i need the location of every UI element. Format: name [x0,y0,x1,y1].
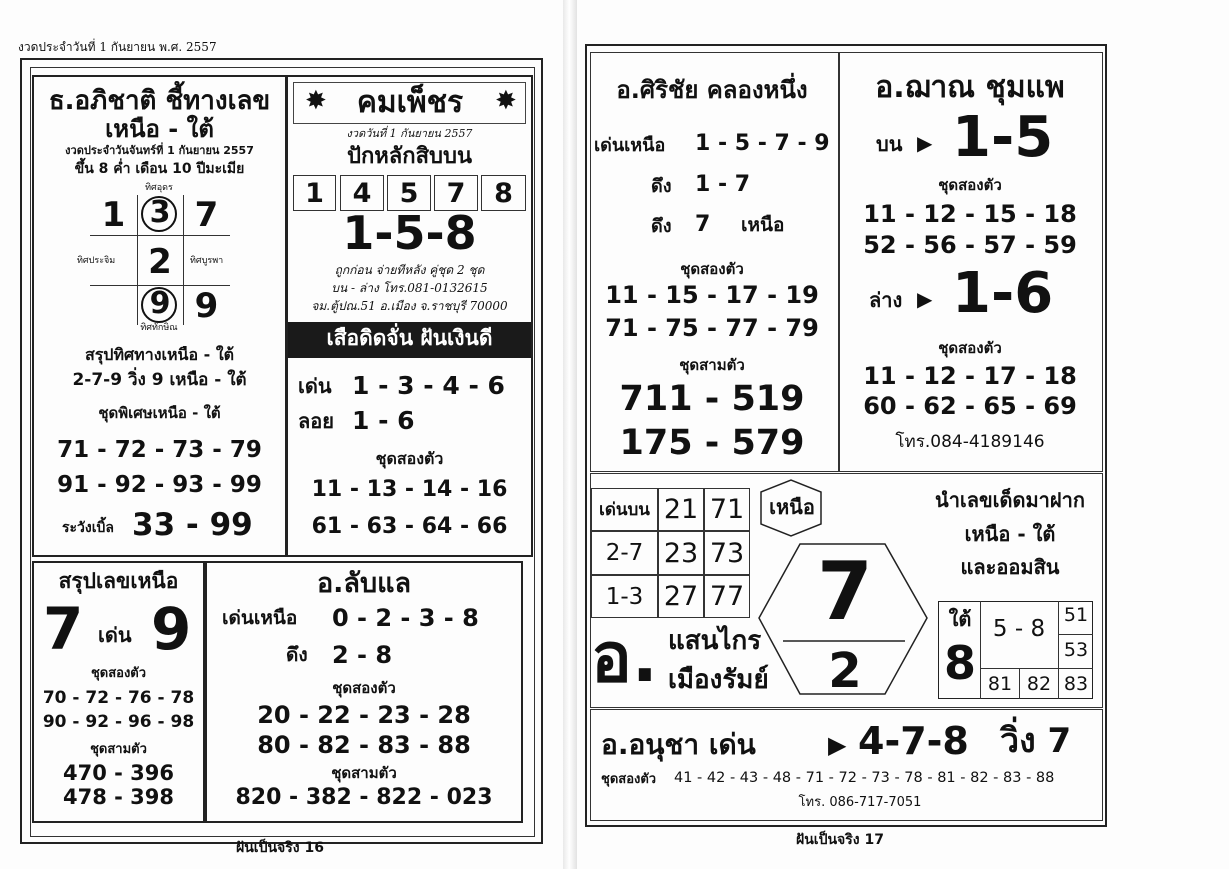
triple-label: ชุดสามตัว [679,356,745,374]
promo-line: นำเลขเด็ดมาฝาก [935,488,1085,512]
author-name: แสนไกร [668,626,762,656]
panel-title: อ.อนุชา เด่น [601,728,756,761]
note-line: ถูกก่อน จ่ายทีหลัง คู่ชุด 2 ชุด [334,263,485,277]
lunar-date: ขึ้น 8 ค่ำ เดือน 10 ปีมะเมีย [74,161,245,177]
direction-east: ทิศบูรพา [190,256,224,266]
pull-label: ดึง [286,644,308,666]
pull-value: 1 - 7 [695,172,751,197]
grid-number: 9 [149,286,171,321]
table-cell: 21 [658,488,704,531]
triple-row: 820 - 382 - 822 - 023 [235,785,493,810]
arrow-right-icon: ▶ [917,287,933,311]
pair-label: ชุดสองตัว [375,449,444,468]
panel-title: สรุปเลขเหนือ [58,569,179,593]
pair-label: ชุดสองตัว [90,666,147,681]
pull-value: 2 - 8 [332,641,393,669]
triple-label: ชุดสามตัว [331,764,397,782]
direction-north: ทิศอุดร [145,183,173,193]
page-footer: ฝันเป็นจริง 16 [236,840,324,856]
digit-cell: 5 [387,175,431,211]
float-value: 1 - 6 [352,406,415,435]
pair-row: 20 - 22 - 23 - 28 [257,701,471,729]
lead-value: 1 - 3 - 4 - 6 [352,371,505,400]
lead-label: เด่นเหนือ [222,607,298,629]
hex-bottom-number: 2 [828,643,862,699]
author-location: เมืองรัมย์ [668,665,769,695]
star-icon: ✸ [305,86,327,116]
note-line: บน - ล่าง โทร.081-0132615 [331,281,488,295]
big-number: 9 [151,595,192,663]
pair-row: 90 - 92 - 96 - 98 [42,712,195,732]
triple-row: 711 - 519 [619,379,805,419]
digit-cell: 1 [293,175,336,211]
pair-row: 80 - 82 - 83 - 88 [257,731,471,759]
pull-label: ดึง [651,216,672,237]
south-big-number: 8 [943,636,976,690]
page-footer: ฝันเป็นจริง 17 [796,832,884,848]
pair-label: ชุดสองตัว [938,176,1002,194]
hex-top-number: 7 [817,545,873,638]
grid-number: 7 [194,195,219,235]
pair-label: ชุดสองตัว [601,772,657,787]
draw-date: งวดวันที่ 1 กันยายน 2557 [346,127,473,140]
promo-line: เหนือ - ใต้ [964,522,1056,546]
initial-mark: อ. [591,619,658,698]
table-cell: 2-7 [591,531,658,575]
main-number: 1-5-8 [342,206,477,260]
digit-cell: 8 [481,175,526,211]
pair-label: ชุดสองตัว [938,339,1002,357]
pair-row: 52 - 56 - 57 - 59 [863,231,1077,259]
watch-value: 33 - 99 [132,507,253,543]
lead-value: 0 - 2 - 3 - 8 [332,604,479,632]
direction-west: ทิศประจิม [77,256,116,266]
pair-row: 71 - 75 - 77 - 79 [605,314,819,342]
star-icon: ✸ [495,86,517,116]
lead-word: เด่น [98,623,132,647]
south-cell: 53 [1063,639,1089,661]
south-cell: 51 [1063,604,1089,626]
grid-line [1058,634,1093,635]
panel-title: ธ.อภิชาติ ชี้ทางเลข [48,86,271,116]
arrow-right-icon: ▶ [917,131,933,155]
watch-label: ระวังเบิ้ล [62,520,114,536]
draw-date: งวดประจำวันจันทร์ที่ 1 กันยายน 2557 [65,144,254,157]
banner-text: เสือดิดจั่น ฝันเงินดี [326,326,493,350]
panel-title: อ.ฌาณ ชุมแพ [875,70,1065,105]
grid-line [980,668,1093,669]
direction-south: ทิศทักษิณ [140,323,178,333]
south-cell: 82 [1026,673,1052,695]
triple-row: 478 - 398 [62,785,174,809]
south-label: ใต้ [948,607,972,631]
lead-label: เด่นเหนือ [594,135,666,156]
phone-number: โทร. 086-717-7051 [798,795,922,810]
triple-row: 470 - 396 [62,761,174,785]
pair-row: 60 - 62 - 65 - 69 [863,392,1077,420]
special-row: 91 - 92 - 93 - 99 [57,472,262,498]
south-cell: 83 [1063,673,1089,695]
grid-number: 2 [148,242,172,282]
pair-label: ชุดสองตัว [332,679,396,697]
table-cell: 73 [704,531,750,575]
bottom-value: 1-6 [952,261,1054,326]
south-cell: 81 [987,673,1013,695]
lead-value: 1 - 5 - 7 - 9 [695,131,830,156]
triple-row: 175 - 579 [619,423,805,463]
pair-row: 70 - 72 - 76 - 78 [42,688,195,708]
pull-label: ดึง [651,176,672,197]
grid-number: 3 [149,195,171,230]
special-row: 71 - 72 - 73 - 79 [57,437,262,463]
south-pair: 5 - 8 [992,616,1046,642]
run-number: วิ่ง 7 [1000,721,1072,761]
summary-value: 2-7-9 วิ่ง 9 เหนือ - ใต้ [72,370,247,390]
bottom-label: ล่าง [869,288,903,312]
special-label: ชุดพิเศษเหนือ - ใต้ [98,404,221,422]
table-cell: 71 [704,488,750,531]
pair-label: ชุดสองตัว [680,260,744,278]
summary-label: สรุปทิศทางเหนือ - ใต้ [84,345,235,364]
grid-line [90,235,230,236]
pull-value: 7 [695,212,711,237]
panel-subtitle: เหนือ - ใต้ [105,115,214,143]
table-cell: เด่นบน [591,488,658,531]
pair-row: 11 - 15 - 17 - 19 [605,281,819,309]
digit-cell: 7 [434,175,478,211]
tens-label: ปักหลักสิบบน [347,144,472,169]
top-value: 1-5 [952,105,1054,170]
page-fold [563,0,577,869]
issue-date: งวดประจำวันที่ 1 กันยายน พ.ศ. 2557 [18,40,217,54]
table-cell: 77 [704,575,750,618]
float-label: ลอย [298,409,334,433]
panel-title: คมเพ็ชร [356,85,464,120]
pair-row: 11 - 12 - 15 - 18 [863,200,1077,228]
table-cell: 23 [658,531,704,575]
top-label: บน [876,132,903,156]
main-number: 4-7-8 [858,719,969,763]
grid-number: 1 [101,195,126,235]
north-badge: เหนือ [769,495,815,519]
panel-title: อ.ศิริชัย คลองหนึ่ง [616,76,808,104]
table-cell: 27 [658,575,704,618]
table-cell: 1-3 [591,575,658,618]
arrow-right-icon: ▶ [828,731,847,759]
triple-label: ชุดสามตัว [90,742,147,757]
digit-cell: 4 [340,175,384,211]
pair-row: 11 - 13 - 14 - 16 [311,477,508,502]
pair-row: 61 - 63 - 64 - 66 [311,514,508,539]
grid-number: 9 [194,286,219,326]
phone-number: โทร.084-4189146 [895,432,1045,452]
address-line: จม.ตู้ปณ.51 อ.เมือง จ.ราชบุรี 70000 [311,299,508,313]
lead-label: เด่น [298,374,332,398]
pull-suffix: เหนือ [741,214,785,236]
promo-line: และออมสิน [960,555,1060,579]
panel-title: อ.ลับแล [316,568,412,599]
pair-values: 41 - 42 - 43 - 48 - 71 - 72 - 73 - 78 - 81 - 82 - 83 - 88 [674,770,1055,786]
big-number: 7 [43,595,84,663]
pair-row: 11 - 12 - 17 - 18 [863,362,1077,390]
